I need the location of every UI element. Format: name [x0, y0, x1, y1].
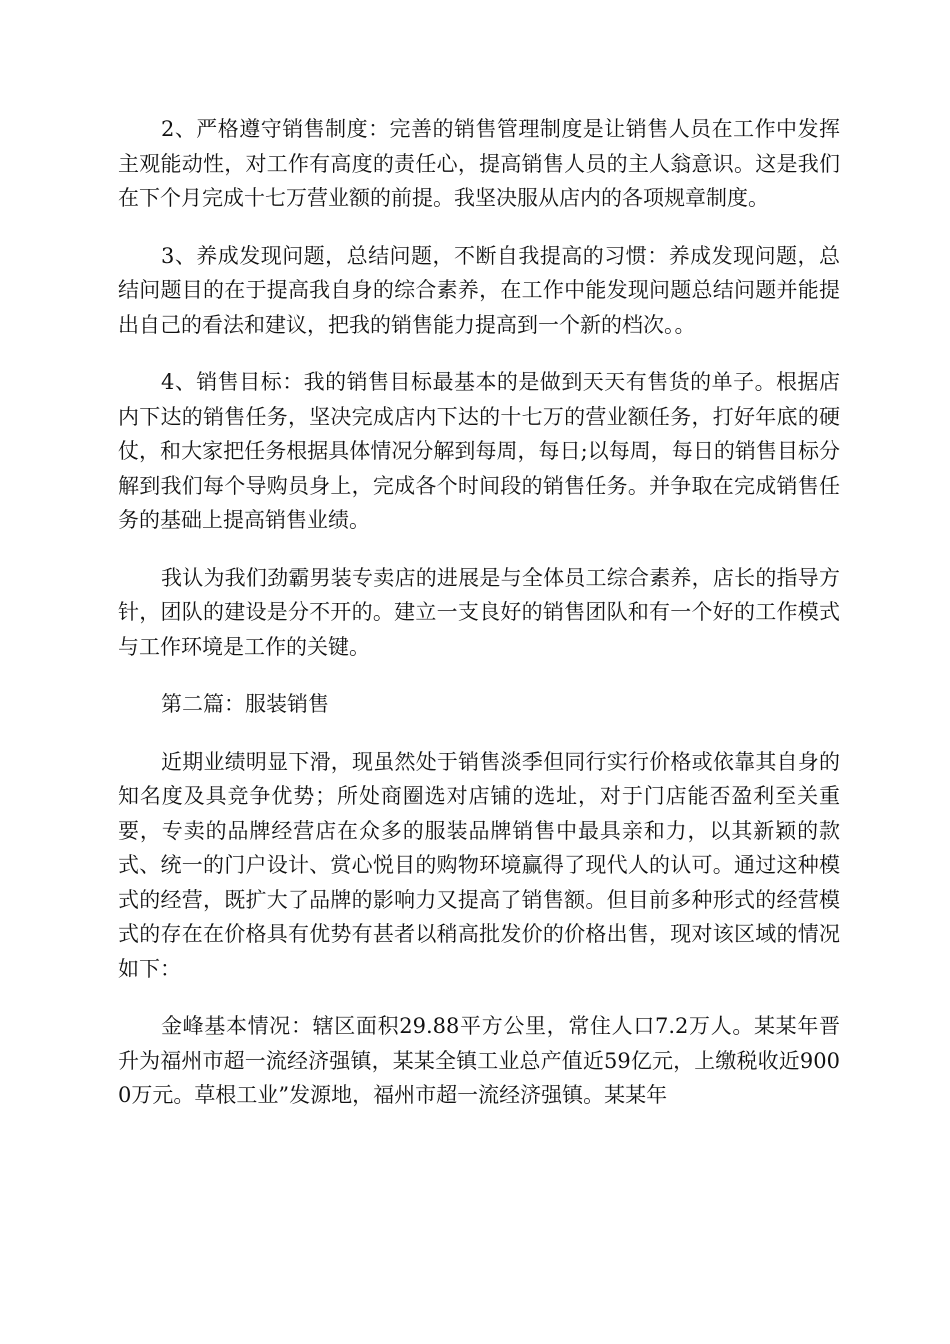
paragraph-sales-target: 4、销售目标：我的销售目标最基本的是做到天天有售货的单子。根据店内下达的销售任务，坚决完成店内下达的十七万的营业额任务，打好年底的硬仗，和大家把任务根据具体情况分解到每周，每日;以每周，每日的销售目标分解到我们每个导购员身上，完成各个时间段的销售任务。并争取在完成销售任务的基础上提高销售业绩。 [118, 370, 840, 532]
document-body [118, 112, 840, 1136]
paragraph-sales-rules: 2、严格遵守销售制度：完善的销售管理制度是让销售人员在工作中发挥主观能动性，对工作有高度的责任心，提高销售人员的主人翁意识。这是我们在下个月完成十七万营业额的前提。我坚决服从店内的各项规章制度。 [118, 117, 840, 210]
paragraph-market-analysis: 近期业绩明显下滑，现虽然处于销售淡季但同行实行价格或依靠其自身的知名度及具竞争优势；所处商圈选对店铺的选址，对于门店能否盈利至关重要，专卖的品牌经营店在众多的服装品牌销售中最具亲和力，以其新颖的款式、统一的门户设计、赏心悦目的购物环境赢得了现代人的认可。通过这种模式的经营，既扩大了品牌的影响力又提高了销售额。但目前多种形式的经营模式的存在在价格具有优势有甚者以稍高批发价的价格出售，现对该区域的情况如下： [118, 749, 840, 981]
paragraph-team-conclusion: 我认为我们劲霸男装专卖店的进展是与全体员工综合素养，店长的指导方针，团队的建设是分不开的。建立一支良好的销售团队和有一个好的工作模式与工作环境是工作的关键。 [118, 565, 840, 659]
section-heading: 第二篇：服装销售 [161, 692, 329, 716]
paragraph-jinfeng-info: 金峰基本情况：辖区面积29.88平方公里，常住人口7.2万人。某某年晋升为福州市超一流经济强镇，某某全镇工业总产值近59亿元，上缴税收近9000万元。草根工业”发源地，福州市超一流经济强镇。某某年 [118, 1014, 840, 1107]
paragraph-problem-solving: 3、养成发现问题，总结问题，不断自我提高的习惯：养成发现问题，总结问题目的在于提高我自身的综合素养，在工作中能发现问题总结问题并能提出自己的看法和建议，把我的销售能力提高到一个新的档次。。 [118, 243, 840, 337]
